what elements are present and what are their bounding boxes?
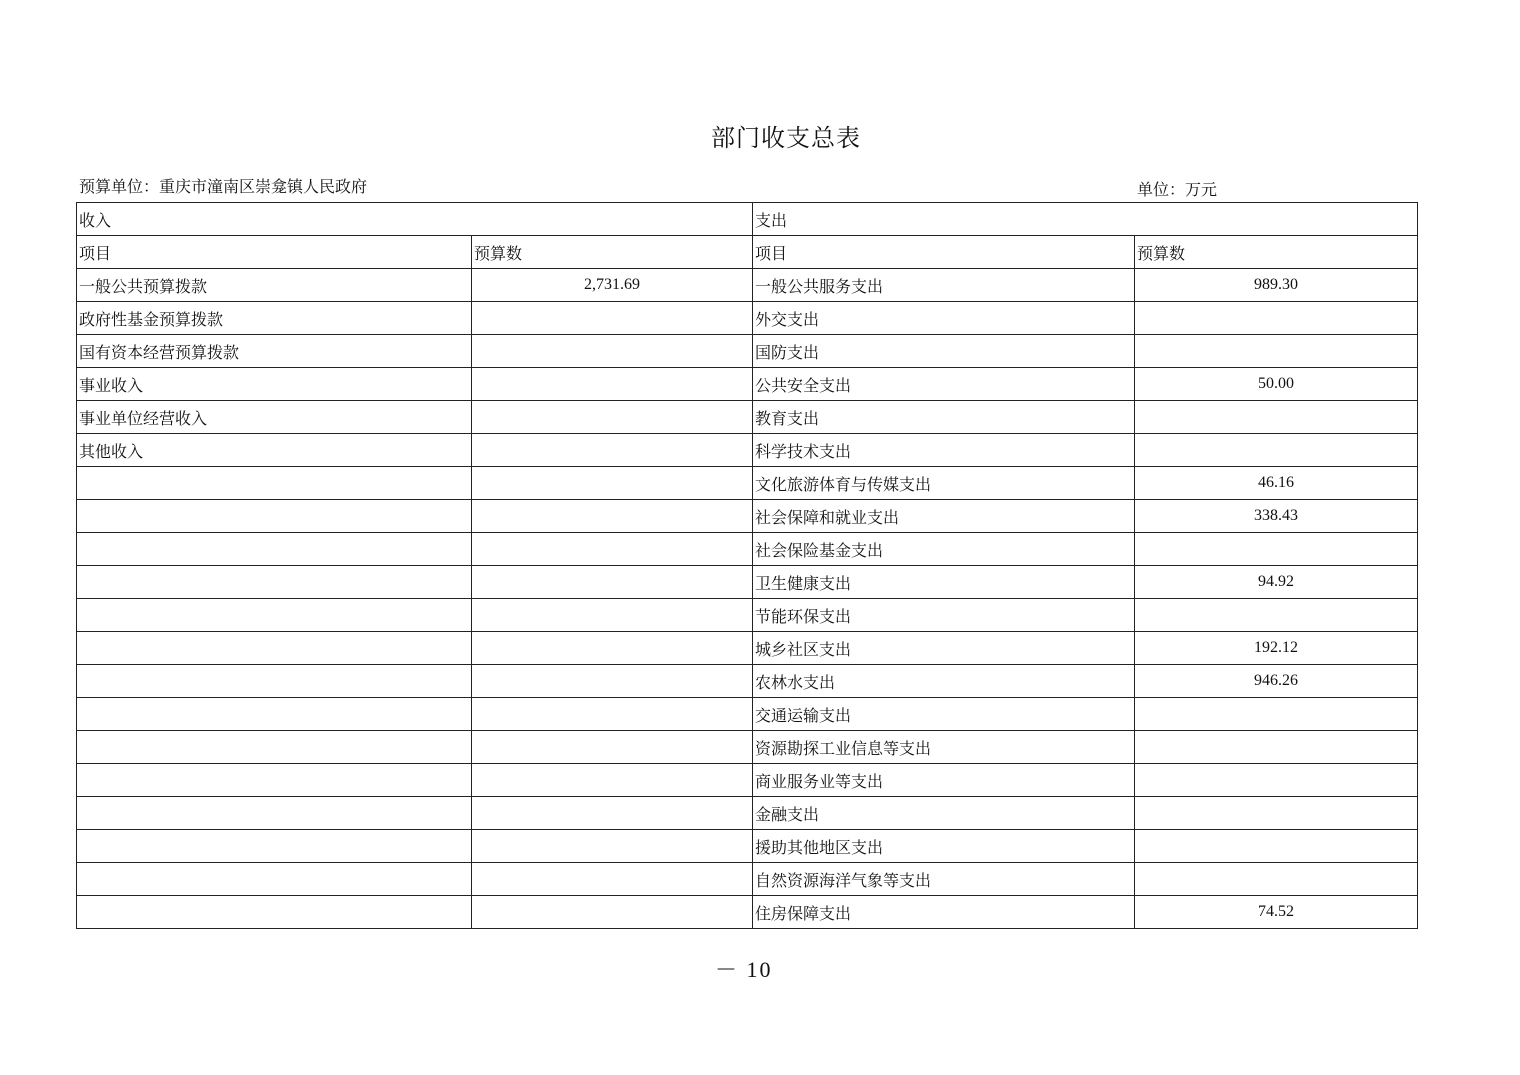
expense-item-cell: 一般公共服务支出 [753, 269, 1135, 302]
expense-item-cell: 科学技术支出 [753, 434, 1135, 467]
expense-item-cell: 城乡社区支出 [753, 632, 1135, 665]
table-row [77, 434, 1418, 467]
table-row [77, 632, 1418, 665]
expense-amount-cell: 50.00 [1135, 368, 1418, 401]
income-item-cell [77, 500, 472, 533]
table-row [77, 797, 1418, 830]
income-item-header: 项目 [77, 236, 472, 269]
expense-amount-cell [1135, 533, 1418, 566]
expense-amount-cell [1135, 401, 1418, 434]
income-item-cell [77, 698, 472, 731]
income-item-cell [77, 896, 472, 929]
income-item-cell: 事业收入 [77, 368, 472, 401]
table-row [77, 533, 1418, 566]
income-amount-cell: 2,731.69 [472, 269, 753, 302]
expense-amount-cell [1135, 302, 1418, 335]
page-title: 部门收支总表 [711, 124, 861, 152]
expense-item-header: 项目 [753, 236, 1135, 269]
income-item-cell: 其他收入 [77, 434, 472, 467]
table-row [77, 698, 1418, 731]
expense-amount-cell [1135, 797, 1418, 830]
budget-unit-label: 预算单位：重庆市潼南区崇龛镇人民政府 [79, 177, 368, 196]
income-amount-cell [472, 434, 753, 467]
income-amount-cell [472, 797, 753, 830]
expense-amount-cell: 946.26 [1135, 665, 1418, 698]
income-amount-cell [472, 665, 753, 698]
income-item-cell [77, 764, 472, 797]
expense-amount-cell: 989.30 [1135, 269, 1418, 302]
table-row [77, 566, 1418, 599]
table-row [77, 731, 1418, 764]
table-row [77, 764, 1418, 797]
expense-item-cell: 金融支出 [753, 797, 1135, 830]
expense-item-cell: 教育支出 [753, 401, 1135, 434]
table-row [77, 368, 1418, 401]
table-row [77, 302, 1418, 335]
budget-table [76, 202, 1418, 929]
expense-item-cell: 交通运输支出 [753, 698, 1135, 731]
income-amount-cell [472, 500, 753, 533]
expense-item-cell: 住房保障支出 [753, 896, 1135, 929]
income-amount-cell [472, 302, 753, 335]
table-row [77, 401, 1418, 434]
income-amount-cell [472, 698, 753, 731]
income-item-cell: 一般公共预算拨款 [77, 269, 472, 302]
table-row [77, 599, 1418, 632]
expense-amount-cell [1135, 830, 1418, 863]
income-item-cell [77, 830, 472, 863]
expense-amount-cell [1135, 764, 1418, 797]
income-item-cell: 国有资本经营预算拨款 [77, 335, 472, 368]
expense-amount-cell: 94.92 [1135, 566, 1418, 599]
table-row [77, 467, 1418, 500]
income-item-cell [77, 797, 472, 830]
income-item-cell: 政府性基金预算拨款 [77, 302, 472, 335]
expense-amount-cell [1135, 434, 1418, 467]
income-amount-cell [472, 830, 753, 863]
income-section-header: 收入 [77, 203, 753, 236]
income-amount-cell [472, 764, 753, 797]
expense-amount-cell [1135, 698, 1418, 731]
section-header-row [77, 203, 1418, 236]
income-amount-cell [472, 335, 753, 368]
expense-amount-cell: 74.52 [1135, 896, 1418, 929]
expense-amount-cell: 192.12 [1135, 632, 1418, 665]
income-amount-cell [472, 467, 753, 500]
currency-unit-label: 单位：万元 [1137, 180, 1218, 199]
table-row [77, 830, 1418, 863]
expense-item-cell: 商业服务业等支出 [753, 764, 1135, 797]
table-row [77, 896, 1418, 929]
income-amount-cell [472, 566, 753, 599]
income-amount-header: 预算数 [472, 236, 753, 269]
table-row [77, 335, 1418, 368]
expense-item-cell: 卫生健康支出 [753, 566, 1135, 599]
expense-amount-cell [1135, 599, 1418, 632]
column-header-row [77, 236, 1418, 269]
income-amount-cell [472, 533, 753, 566]
expense-item-cell: 国防支出 [753, 335, 1135, 368]
income-amount-cell [472, 401, 753, 434]
income-item-cell [77, 863, 472, 896]
expense-item-cell: 自然资源海洋气象等支出 [753, 863, 1135, 896]
income-item-cell [77, 533, 472, 566]
income-amount-cell [472, 599, 753, 632]
expense-item-cell: 文化旅游体育与传媒支出 [753, 467, 1135, 500]
income-item-cell [77, 731, 472, 764]
income-amount-cell [472, 632, 753, 665]
income-item-cell [77, 566, 472, 599]
income-amount-cell [472, 368, 753, 401]
income-item-cell [77, 599, 472, 632]
expense-amount-cell: 46.16 [1135, 467, 1418, 500]
expense-item-cell: 资源勘探工业信息等支出 [753, 731, 1135, 764]
expense-item-cell: 社会保障和就业支出 [753, 500, 1135, 533]
expense-amount-cell [1135, 335, 1418, 368]
expense-item-cell: 公共安全支出 [753, 368, 1135, 401]
expense-item-cell: 援助其他地区支出 [753, 830, 1135, 863]
expense-amount-cell: 338.43 [1135, 500, 1418, 533]
expense-amount-header: 预算数 [1135, 236, 1418, 269]
expense-item-cell: 外交支出 [753, 302, 1135, 335]
expense-item-cell: 节能环保支出 [753, 599, 1135, 632]
table-row [77, 863, 1418, 896]
expense-amount-cell [1135, 731, 1418, 764]
income-amount-cell [472, 731, 753, 764]
page-number: － 10 [715, 957, 773, 982]
table-row [77, 269, 1418, 302]
income-item-cell [77, 467, 472, 500]
income-amount-cell [472, 863, 753, 896]
table-row [77, 500, 1418, 533]
expense-item-cell: 农林水支出 [753, 665, 1135, 698]
income-item-cell [77, 665, 472, 698]
expense-amount-cell [1135, 863, 1418, 896]
expense-section-header: 支出 [753, 203, 1418, 236]
expense-item-cell: 社会保险基金支出 [753, 533, 1135, 566]
income-amount-cell [472, 896, 753, 929]
income-item-cell [77, 632, 472, 665]
table-row [77, 665, 1418, 698]
income-item-cell: 事业单位经营收入 [77, 401, 472, 434]
